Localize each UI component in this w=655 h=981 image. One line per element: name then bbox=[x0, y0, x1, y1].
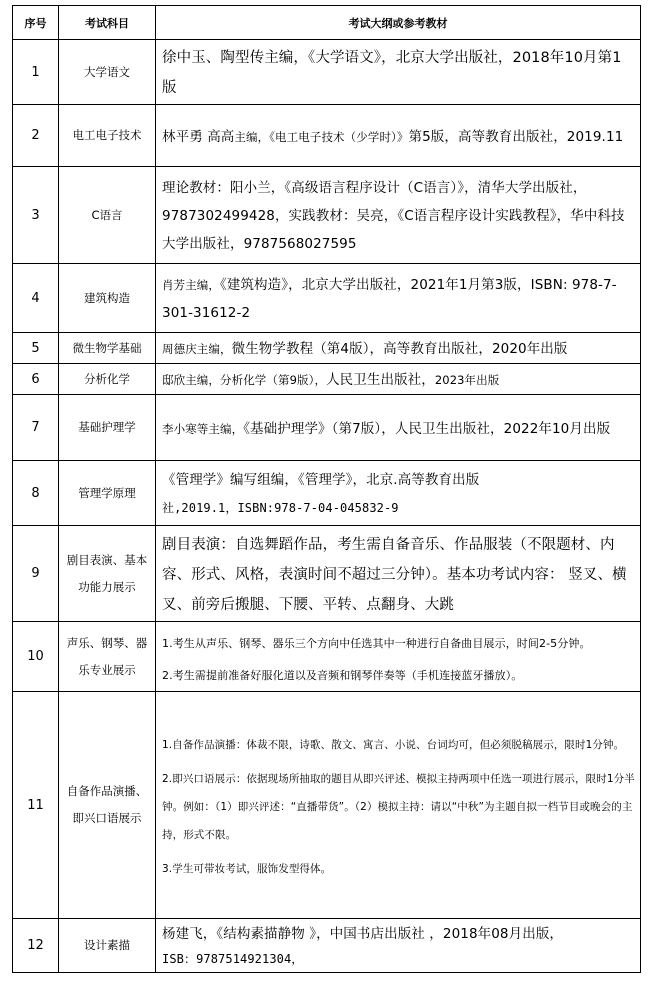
table-row bbox=[13, 692, 641, 919]
row-subject: 管理学原理 bbox=[59, 461, 156, 526]
row-subject: 基础护理学 bbox=[59, 395, 156, 461]
row-number: 5 bbox=[13, 333, 59, 364]
row-material: 李小寒等主编，《基础护理学》（第7版），人民卫生出版社，2022年10月出版 bbox=[156, 395, 641, 461]
row-number: 6 bbox=[13, 364, 59, 395]
table-row bbox=[13, 40, 641, 105]
row-material: 1.考生从声乐、钢琴、器乐三个方向中任选其中一种进行自备曲目展示，时间2-5分钟。 2.考生需提前准备好服化道以及音频和钢琴伴奏等（手机连接蓝牙播放）。 bbox=[156, 622, 641, 692]
table-row bbox=[13, 622, 641, 692]
table-row bbox=[13, 526, 641, 622]
table-row bbox=[13, 364, 641, 395]
header-row bbox=[13, 6, 641, 40]
row-number: 12 bbox=[13, 919, 59, 973]
row-number: 9 bbox=[13, 526, 59, 622]
table-row bbox=[13, 333, 641, 364]
row-number: 4 bbox=[13, 264, 59, 333]
table-row bbox=[13, 167, 641, 264]
table-row bbox=[13, 919, 641, 973]
row-number: 3 bbox=[13, 167, 59, 264]
row-subject: 自备作品演播、即兴口语展示 bbox=[59, 692, 156, 919]
row-subject: C语言 bbox=[59, 167, 156, 264]
row-number: 7 bbox=[13, 395, 59, 461]
table-row bbox=[13, 395, 641, 461]
row-number: 1 bbox=[13, 40, 59, 105]
table-row bbox=[13, 105, 641, 167]
row-subject: 电工电子技术 bbox=[59, 105, 156, 167]
row-number: 10 bbox=[13, 622, 59, 692]
row-subject: 声乐、钢琴、器乐专业展示 bbox=[59, 622, 156, 692]
row-subject: 建筑构造 bbox=[59, 264, 156, 333]
row-material: 杨建飞，《结构素描静物 》，中国书店出版社 ，2018年08月出版， ISB：9787514921304， bbox=[156, 919, 641, 973]
header-material: 考试大纲或参考教材 bbox=[156, 6, 641, 40]
row-material: 《管理学》编写组编，《管理学》，北京.高等教育出版 社,2019.1，ISBN:978-7-04-045832-9 bbox=[156, 461, 641, 526]
row-material: 肖芳主编，《建筑构造》，北京大学出版社，2021年1月第3版，ISBN: 978-7-301-31612-2 bbox=[156, 264, 641, 333]
row-material: 1.自备作品演播：体裁不限，诗歌、散文、寓言、小说、台词均可，但必须脱稿展示，限时1分钟。 2.即兴口语展示：依据现场所抽取的题目从即兴评述、模拟主持两项中任选一项进行展示，限时1分半钟。例如：（1）即兴评述：“直播带货”。（2）模拟主持：请以“中秋”为主题自拟一档节目或晚会的主持，形式不限。 3.学生可带妆考试，服饰发型得体。 bbox=[156, 692, 641, 919]
row-subject: 分析化学 bbox=[59, 364, 156, 395]
row-subject: 微生物学基础 bbox=[59, 333, 156, 364]
row-material: 理论教材：阳小兰，《高级语言程序设计（C语言）》，清华大学出版社，9787302499428，实践教材：吴亮，《C语言程序设计实践教程》，华中科技大学出版社，9787568027595 bbox=[156, 167, 641, 264]
row-material: 徐中玉、陶型传主编，《大学语文》，北京大学出版社，2018年10月第1版 bbox=[156, 40, 641, 105]
row-material: 林平勇 高高主编，《电工电子技术（少学时）》第5版，高等教育出版社，2019.11 bbox=[156, 105, 641, 167]
exam-table bbox=[12, 5, 641, 973]
row-number: 11 bbox=[13, 692, 59, 919]
table-row bbox=[13, 264, 641, 333]
row-material: 邸欣主编，分析化学（第9版），人民卫生出版社，2023年出版 bbox=[156, 364, 641, 395]
row-number: 2 bbox=[13, 105, 59, 167]
header-num: 序号 bbox=[13, 6, 59, 40]
header-subject: 考试科目 bbox=[59, 6, 156, 40]
table-row bbox=[13, 461, 641, 526]
row-subject: 大学语文 bbox=[59, 40, 156, 105]
row-material: 剧目表演：自选舞蹈作品，考生需自备音乐、作品服装（不限题材、内容、形式、风格，表演时间不超过三分钟）。基本功考试内容： 竖叉、横叉、前旁后搬腿、下腰、平转、点翻身、大跳 bbox=[156, 526, 641, 622]
row-subject: 设计素描 bbox=[59, 919, 156, 973]
row-subject: 剧目表演、基本功能力展示 bbox=[59, 526, 156, 622]
row-number: 8 bbox=[13, 461, 59, 526]
row-material: 周德庆主编，微生物学教程（第4版），高等教育出版社，2020年出版 bbox=[156, 333, 641, 364]
